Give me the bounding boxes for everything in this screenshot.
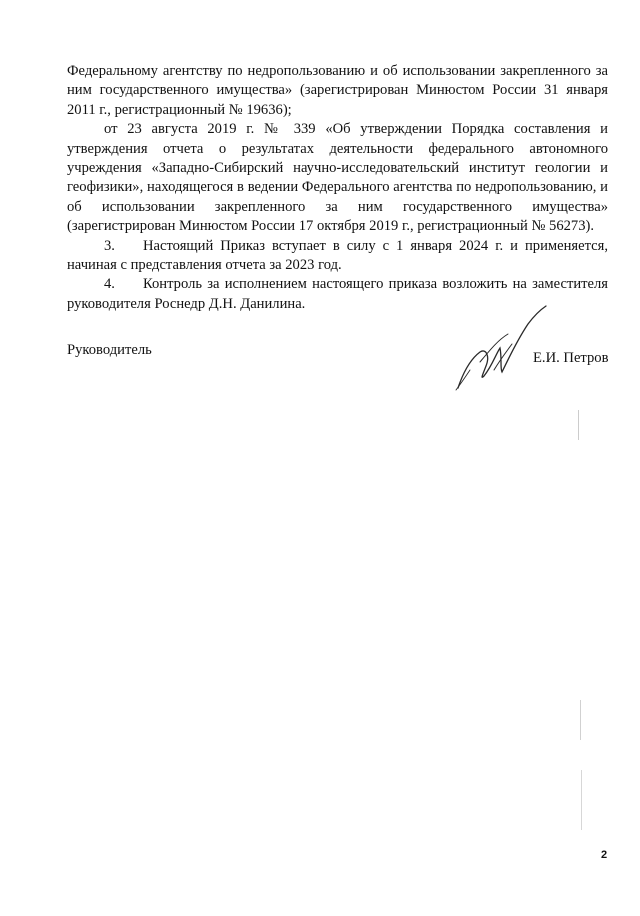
document-body bbox=[67, 62, 608, 314]
item-number: 4. bbox=[104, 276, 115, 293]
scan-artifact bbox=[580, 700, 581, 740]
item-number: 3. bbox=[104, 237, 115, 254]
signer-position-title: Руководитель bbox=[67, 342, 152, 358]
paragraph-continuation: Федеральному агентству по недропользованию и об использовании закрепленного за ним государственного имущества» (зарегистрирован Минюстом России 31 января 2011 г., регистрационный № 19636); bbox=[67, 63, 608, 118]
scan-artifact bbox=[581, 770, 582, 830]
list-item-3 bbox=[67, 237, 608, 276]
paragraph-order-reference: от 23 августа 2019 г. № 339 «Об утверждении Порядка составления и утверждения отчета о результатах деятельности федерального автономного учреждения «Западно-Сибирский научно-исследовательский институт геологии и геофизики», находящегося в ведении Федерального агентства по недропользованию, и об использовании закрепленного за ним государственного имущества» (зарегистрирован Минюстом России 17 октября 2019 г., регистрационный № 56273). bbox=[67, 121, 608, 235]
page-number: 2 bbox=[601, 849, 608, 861]
scan-artifact bbox=[578, 410, 579, 440]
signer-name: Е.И. Петров bbox=[533, 350, 609, 366]
item-text: Контроль за исполнением настоящего приказа возложить на заместителя руководителя Роснедр Д.Н. Данилина. bbox=[67, 276, 608, 312]
item-text: Настоящий Приказ вступает в силу с 1 января 2024 г. и применяется, начиная с представления отчета за 2023 год. bbox=[67, 237, 608, 274]
